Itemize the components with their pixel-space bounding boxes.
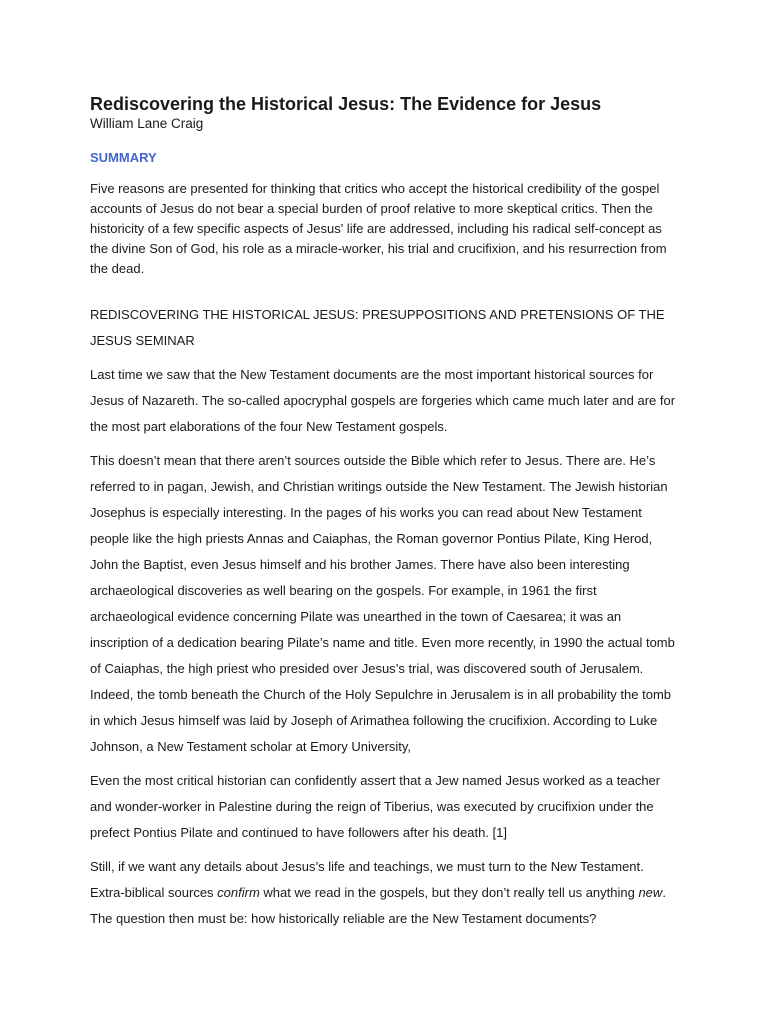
summary-heading: SUMMARY [90,150,157,165]
paragraph-3-text-3: . The question then must be: how historically reliable are the New Testament documents? [90,885,666,926]
summary-text: Five reasons are presented for thinking that critics who accept the historical credibility of the gospel accounts of Jesus do not bear a special burden of proof relative to more skeptical critics. Then the historicity of a few specific aspects of Jesus' life are addressed, including his radical self-concept as the divine Son of God, his role as a miracle-worker, his trial and crucifixion, and his resurrection from the dead. [90,181,667,276]
paragraph-3-text-2: what we read in the gospels, but they don’t really tell us anything [259,885,639,900]
block-quote: Even the most critical historian can confidently assert that a Jew named Jesus worked as a teacher and wonder-worker in Palestine during the reign of Tiberius, was executed by crucifixion under the prefect Pontius Pilate and continued to have followers after his death. [1] [90,773,661,840]
body-paragraph-1: Last time we saw that the New Testament documents are the most important historical sources for Jesus of Nazareth. The so-called apocryphal gospels are forgeries which came much later and are for the most part elaborations of the four New Testament gospels. [90,367,676,434]
document-title: Rediscovering the Historical Jesus: The Evidence for Jesus [90,94,602,114]
paragraph-3-text-1: Still, if we want any details about Jesus’s life and teachings, we must turn to the New Testament. Extra-biblical sources [90,859,644,900]
document-page [90,92,680,940]
emphasis-new: new [638,885,663,900]
section-heading: REDISCOVERING THE HISTORICAL JESUS: PRESUPPOSITIONS AND PRETENSIONS OF THE JESUS SEMINAR [90,307,665,348]
author-name: William Lane Craig [90,116,204,131]
body-paragraph-3 [90,854,680,932]
emphasis-confirm: confirm [217,885,260,900]
body-paragraph-2: This doesn’t mean that there aren’t sources outside the Bible which refer to Jesus. There are. He’s referred to in pagan, Jewish, and Christian writings outside the New Testament. The Jewish historian Josephus is especially interesting. In the pages of his works you can read about New Testament people like the high priests Annas and Caiaphas, the Roman governor Pontius Pilate, King Herod, John the Baptist, even Jesus himself and his brother James. There have also been interesting archaeological discoveries as well bearing on the gospels. For example, in 1961 the first archaeological evidence concerning Pilate was unearthed in the town of Caesarea; it was an inscription of a dedication bearing Pilate’s name and title. Even more recently, in 1990 the actual tomb of Caiaphas, the high priest who presided over Jesus’s trial, was discovered south of Jerusalem. Indeed, the tomb beneath the Church of the Holy Sepulchre in Jerusalem is in all probability the tomb in which Jesus himself was laid by Joseph of Arimathea following the crucifixion. According to Luke Johnson, a New Testament scholar at Emory University, [90,453,675,754]
